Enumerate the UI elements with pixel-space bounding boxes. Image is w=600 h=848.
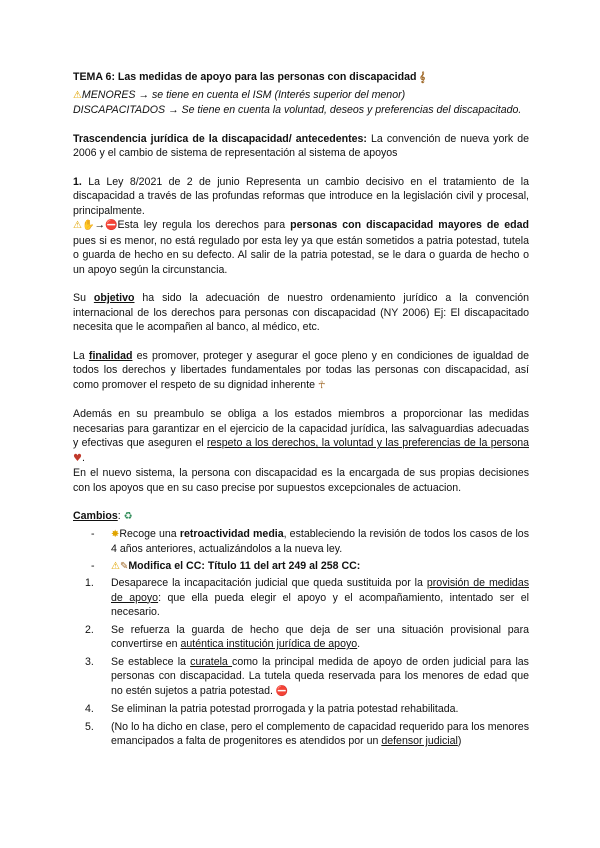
trascendencia-heading: Trascendencia jurídica de la discapacidad/ antecedentes: <box>73 132 367 145</box>
list-item: 2. Se refuerza la guarda de hecho que deja de ser una situación provisional para convertirse en auténtica institución jurídica de apoyo. <box>85 623 529 650</box>
nuevo-sistema-paragraph: En el nuevo sistema, la persona con discapacidad es la encargada de sus propias decisiones con los apoyos que en su caso precise por supuestos excepcionales de actuacion. <box>73 467 529 494</box>
list-item: 3. Se establece la curatela como la principal medida de apoyo de orden judicial para las personas con discapacidad. La tutela queda reservada para los menores de edad que no estén sujetos a patria potestad. ⛔ <box>73 655 529 700</box>
raised-hand-icon: ✋ <box>81 220 95 231</box>
finalidad-paragraph: La finalidad es promover, proteger y asegurar el goce pleno y en condiciones de igualdad de todos los derechos y libertades fundamentales por todas las personas con discapacidad, así como promover el respeto de su dignidad inherente ☥ <box>73 349 529 394</box>
objetivo-term: objetivo <box>93 292 135 304</box>
warning-icon: ⚠ <box>73 220 82 231</box>
cambios-list <box>73 527 529 575</box>
warning-icon: ⚠ <box>73 89 82 101</box>
menores-line: ⚠MENORES → se tiene en cuenta el ISM (Interés superior del menor) <box>73 88 529 104</box>
person-icon: ☥ <box>317 379 326 391</box>
list-item: 5. (No lo ha dicho en clase, pero el complemento de capacidad requerido para los menores emancipados a falta de progenitores es atendidos por un defensor judicial) <box>85 720 529 747</box>
objetivo-paragraph: Su objetivo ha sido la adecuación de nuestro ordenamiento jurídico a la convención internacional de los derechos para personas con discapacidad (NY 2006) Ej: El discapacitado necesita que le acompañen al banco, al médico, etc. <box>73 292 529 333</box>
trascendencia-paragraph: Trascendencia jurídica de la discapacidad/ antecedentes: La convención de nueva york de 2006 y el cambio de sistema de representación al sistema de apoyos <box>73 132 529 159</box>
finalidad-term: finalidad <box>88 349 133 362</box>
scroll-icon: ✎ <box>119 560 129 572</box>
list-item: 4. Se eliminan la patria potestad prorrogada y la patria potestad rehabilitada. <box>85 703 459 715</box>
list-item: - ✸Recoge una retroactividad media, estableciendo la revisión de todos los casos de los 4 años anteriores, actualizándolos a la nueva ley. <box>73 527 529 557</box>
violin-icon: 𝄞 <box>419 72 426 83</box>
discapacitados-line: DISCAPACITADOS → Se tiene en cuenta la voluntad, deseos y preferencias del discapacitado. <box>73 104 522 116</box>
list-item: - ⚠✎Modifica el CC: Título 11 del art 249 al 258 CC: <box>73 559 529 575</box>
cambios-heading: Cambios: ♻ <box>73 509 529 525</box>
list-item: 1. Desaparece la incapacitación judicial que queda sustituida por la provisión de medidas de apoyo: que ella pueda elegir el apoyo y el acompañamiento, intentado ser el necesario. <box>85 577 530 618</box>
modificaciones-list <box>73 576 529 749</box>
warning-icon: ⚠ <box>111 560 120 572</box>
arrows-icon: ♻ <box>123 511 133 522</box>
no-entry-icon: ⛔ <box>275 685 289 697</box>
ley-scope-paragraph: ⚠✋→⛔Esta ley regula los derechos para personas con discapacidad mayores de edad pues si es menor, no está regulado por esta ley ya que están sometidos a patria potestad, tutela o guarda de hecho en su defecto. Al salir de la patria potestad, se le dara o guarda de hecho o un apoyo según la circunstancia. <box>73 219 529 276</box>
page-title: TEMA 6: Las medidas de apoyo para las personas con discapacidad 𝄞 <box>73 70 529 86</box>
ley-paragraph: 1. La Ley 8/2021 de 2 de junio Representa un cambio decisivo en el tratamiento de la discapacidad a través de las profundas reformas que introduce en la legislación civil y procesal, principalmente. <box>73 175 529 217</box>
paragraph-number: 1. <box>73 175 82 188</box>
document-page <box>73 70 529 752</box>
heart-icon: ♥ <box>73 452 82 464</box>
sparkle-icon: ✸ <box>111 528 120 540</box>
no-entry-icon: ⛔ <box>105 220 118 231</box>
preambulo-paragraph: Además en su preambulo se obliga a los estados miembros a proporcionar las medidas necesarias para garantizar en el ejercicio de la capacidad jurídica, las salvaguardias adecuadas y efectivas que aseguren el respeto a los derechos, la voluntad y las preferencias de la persona ♥. <box>73 407 529 466</box>
